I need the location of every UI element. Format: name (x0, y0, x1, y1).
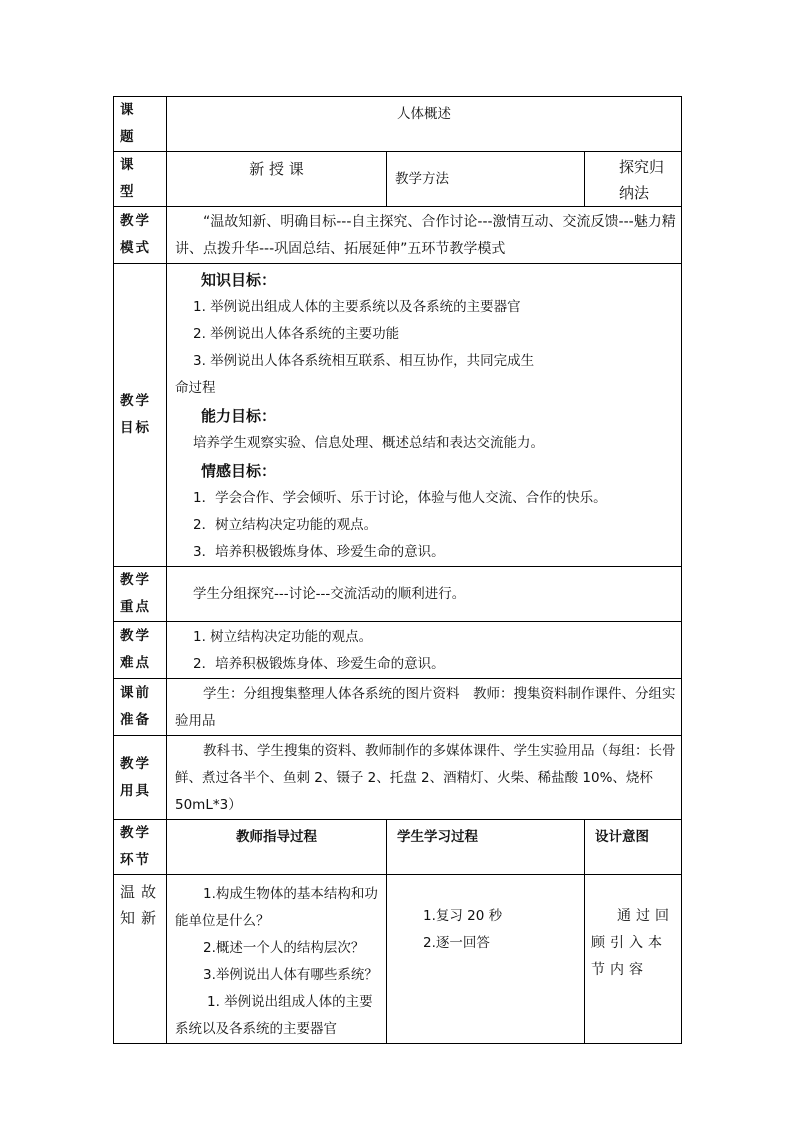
row-key-points (114, 567, 682, 622)
tools-text: 教科书、学生搜集的资料、教师制作的多媒体课件、学生实验用品（每组：长骨鲜、煮过各半个、鱼刺 2、镊子 2、托盘 2、酒精灯、火柴、稀盐酸 10%、烧杯 50mL*3） (167, 736, 682, 820)
col-design-intent: 设计意图 (585, 820, 682, 875)
label-review: 温故 知新 (114, 875, 167, 1044)
knowledge-goal-heading: 知识目标： (201, 271, 277, 289)
knowledge-goal-3-cont: 命过程 (175, 380, 216, 396)
key-points-text: 学生分组探究---讨论---交流活动的顺利进行。 (167, 567, 682, 622)
label-difficulty: 教学 难点 (114, 622, 167, 679)
difficulty-1: 1. 树立结构决定功能的观点。 (193, 629, 373, 645)
emotion-goal-1: 1．学会合作、学会倾听、乐于讨论，体验与他人交流、合作的快乐。 (193, 490, 607, 506)
review-q3: 3.举例说出人体有哪些系统？ (203, 967, 378, 983)
review-intent: 通过回顾引入本节内容 (585, 875, 682, 1044)
lesson-title: 人体概述 (167, 97, 682, 152)
review-q4: 1. 举例说出组成人体的主要系统以及各系统的主要器官 (175, 994, 373, 1037)
knowledge-goal-2: 2. 举例说出人体各系统的主要功能 (193, 326, 400, 342)
goals-content (167, 264, 682, 567)
emotion-goal-3: 3．培养积极锻炼身体、珍爱生命的意识。 (193, 544, 445, 560)
lesson-type: 新 授 课 (167, 152, 387, 207)
row-mode (114, 207, 682, 264)
row-review (114, 875, 682, 1044)
ability-goal: 培养学生观察实验、信息处理、概述总结和表达交流能力。 (193, 435, 544, 451)
row-preparation (114, 679, 682, 736)
review-student-2: 2.逐一回答 (423, 935, 490, 951)
row-tools (114, 736, 682, 820)
label-tools: 教学 用具 (114, 736, 167, 820)
method-value: 探究归纳法 (585, 152, 682, 207)
review-student-1: 1.复习 20 秒 (423, 908, 503, 924)
row-type (114, 152, 682, 207)
label-preparation: 课前 准备 (114, 679, 167, 736)
label-stages: 教学 环节 (114, 820, 167, 875)
difficulty-2: 2．培养积极锻炼身体、珍爱生命的意识。 (193, 656, 445, 672)
teaching-mode-text: “温故知新、明确目标---自主探究、合作讨论---激情互动、交流反馈---魅力精讲、点拨升华---巩固总结、拓展延伸”五环节教学模式 (167, 207, 682, 264)
col-student-process: 学生学习过程 (387, 820, 585, 875)
emotion-goal-2: 2．树立结构决定功能的观点。 (193, 517, 378, 533)
knowledge-goal-3: 3. 举例说出人体各系统相互联系、相互协作，共同完成生 (193, 353, 535, 369)
row-stage-header (114, 820, 682, 875)
ability-goal-heading: 能力目标： (201, 407, 277, 425)
lesson-plan-table (113, 96, 682, 1044)
preparation-text: 学生：分组搜集整理人体各系统的图片资料 教师：搜集资料制作课件、分组实验用品 (167, 679, 682, 736)
row-difficulty (114, 622, 682, 679)
review-q1: 1.构成生物体的基本结构和功能单位是什么？ (175, 886, 378, 929)
review-q2: 2.概述一个人的结构层次？ (203, 940, 365, 956)
col-teacher-process: 教师指导过程 (167, 820, 387, 875)
label-topic: 课 题 (114, 97, 167, 152)
emotion-goal-heading: 情感目标： (201, 462, 277, 480)
label-goals: 教学 目标 (114, 264, 167, 567)
knowledge-goal-1: 1. 举例说出组成人体的主要系统以及各系统的主要器官 (193, 299, 521, 315)
review-teacher (167, 875, 387, 1044)
review-student (387, 875, 585, 1044)
method-label: 教学方法 (387, 152, 585, 207)
row-goals (114, 264, 682, 567)
difficulty-content (167, 622, 682, 679)
label-type: 课 型 (114, 152, 167, 207)
label-key-points: 教学 重点 (114, 567, 167, 622)
row-topic (114, 97, 682, 152)
label-mode: 教学 模式 (114, 207, 167, 264)
